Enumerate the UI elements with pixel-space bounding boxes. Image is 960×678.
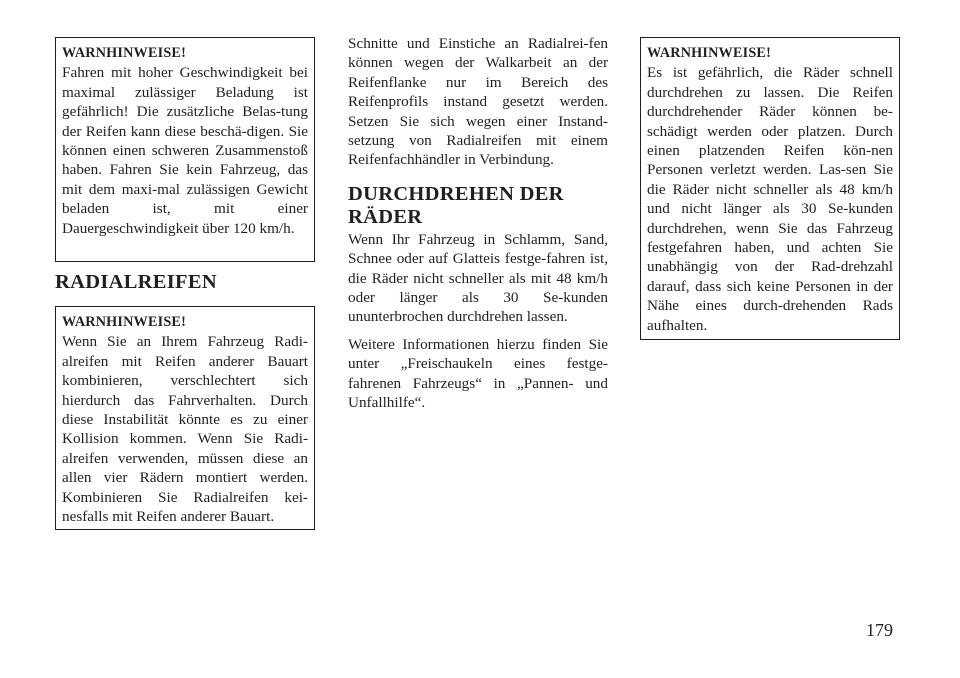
right-column: [640, 37, 900, 340]
warning-text: Fahren mit hoher Geschwindigkeit bei maximal zulässiger Beladung ist gefährlich! Die zusätzliche Belas-tung der Reifen kann diese beschä-digen. Sie können einen schweren Zusammenstoß haben. Fahren Sie kein Fahrzeug, das mit dem maxi-mal zulässigen Gewicht beladen ist, mit einer Dauergeschwindigkeit über 120 km/h.: [62, 64, 308, 237]
warning-text: Es ist gefährlich, die Räder schnell durchdrehen zu lassen. Die Reifen durchdrehender Räder können be-schädigt werden oder platzen. Durch einen platzenden Reifen kön-nen Personen verletzt werden. Las-sen Sie die Räder nicht schneller als 48 km/h und nicht länger als 30 Se-kunden durchdrehen, wenn Sie das Fahrzeug festgefahren haben, und achten Sie unabhängig von der Rad-drehzahl darauf, dass sich keine Personen in der Nähe eines durch-drehenden Rads aufhalten.: [647, 64, 893, 334]
warning-title: WARNHINWEISE!: [62, 314, 187, 330]
page-number: 179: [866, 620, 893, 640]
warning-box-spinning: [640, 37, 900, 340]
heading-line-1: DURCHDREHEN DER: [348, 182, 564, 205]
warning-box-high-speed: [55, 37, 315, 262]
warning-title: WARNHINWEISE!: [647, 45, 772, 61]
section-heading-radialreifen: RADIALREIFEN: [55, 271, 217, 293]
middle-column: [348, 34, 608, 413]
warning-text: Wenn Sie an Ihrem Fahrzeug Radi-alreifen mit Reifen anderer Bauart kombinieren, verschlechtert sich hierdurch das Fahrverhalten. Durch diese Instabilität könnte es zu einer Kollision kommen. Wenn Sie Radi-alreifen verwenden, müssen diese an allen vier Rädern montiert werden. Kombinieren Sie Radialreifen kei-nesfalls mit Reifen anderer Bauart.: [62, 333, 308, 526]
left-column: [55, 37, 315, 530]
heading-line-2: RÄDER: [348, 205, 423, 228]
more-info-paragraph: Weitere Informationen hierzu finden Sie unter „Freischaukeln eines festge-fahrenen Fahrzeugs“ in „Pannen- und Unfallhilfe“.: [348, 335, 608, 412]
section-heading-durchdrehen: [348, 183, 608, 229]
warning-title: WARNHINWEISE!: [62, 45, 187, 61]
spinning-paragraph: Wenn Ihr Fahrzeug in Schlamm, Sand, Schnee oder auf Glatteis festge-fahren ist, die Räder nicht schneller als mit 48 km/h oder länger als 30 Se-kunden ununterbrochen durchdrehen lassen.: [348, 230, 608, 326]
radial-repair-paragraph: Schnitte und Einstiche an Radialrei-fen können wegen der Walkarbeit an der Reifenflanke nur im Bereich des Reifenprofils instand gesetzt werden. Setzen Sie sich wegen einer Instand-setzung von Radialreifen mit einem Reifenfachhändler in Verbindung.: [348, 35, 608, 169]
warning-box-radial-tires: [55, 306, 315, 530]
